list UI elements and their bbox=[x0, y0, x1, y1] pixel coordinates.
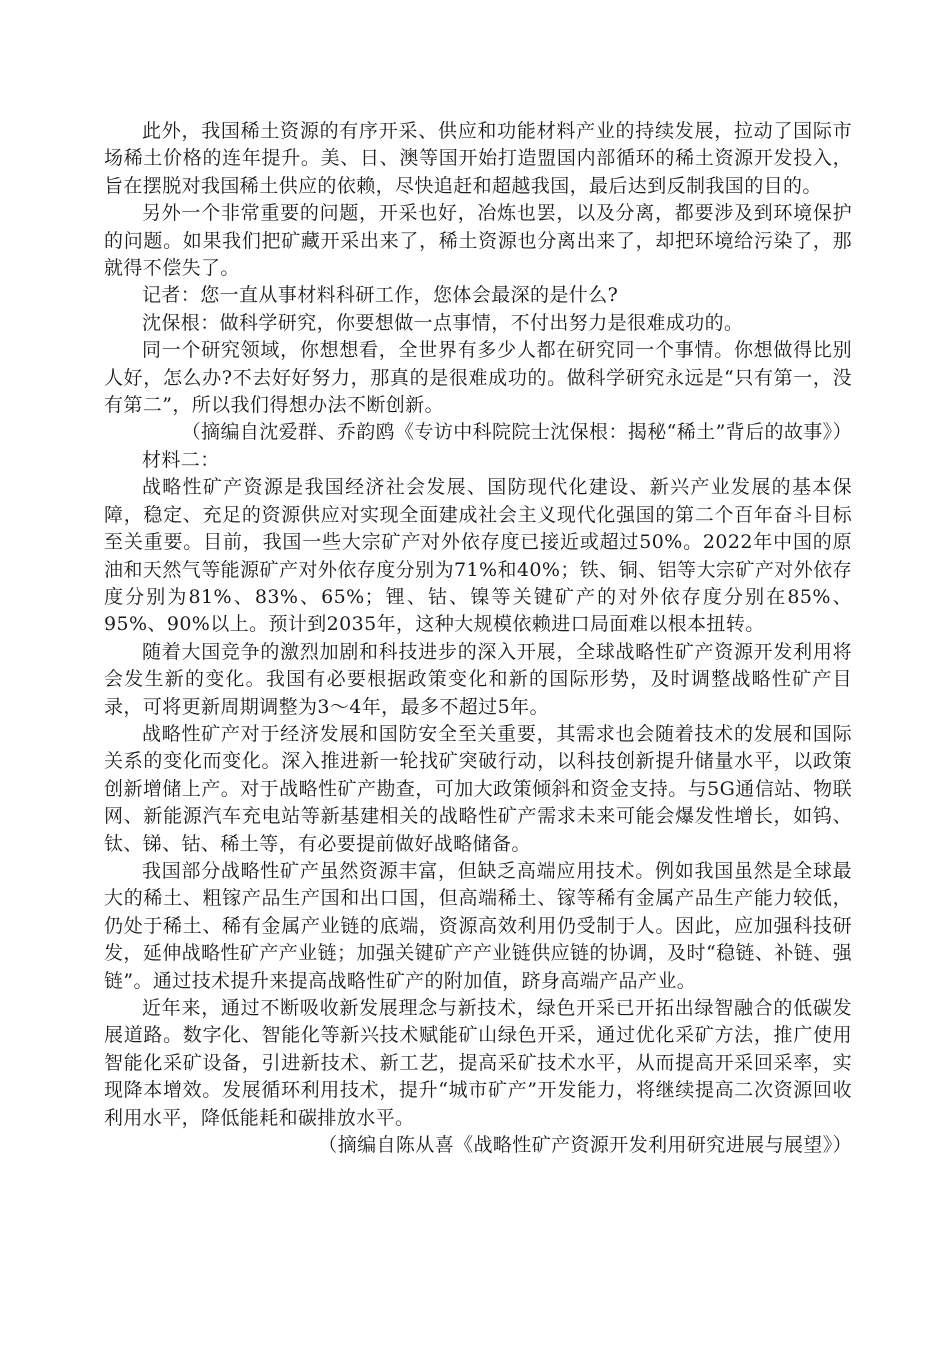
section-title: 材料二： bbox=[142, 448, 220, 471]
paragraph: 我国部分战略性矿产虽然资源丰富，但缺乏高端应用技术。例如我国虽然是全球最大的稀土、粗镓产品生产国和出口国，但高端稀土、镓等稀有金属产品生产能力较低，仍处于稀土、稀有金属产业链的底端，资源高效利用仍受制于人。因此，应加强科技研发，延伸战略性矿产产业链；加强关键矿产产业链供应链的协调，及时“稳链、补链、强链”。通过技术提升来提高战略性矿产的附加值，跻身高端产品产业。 bbox=[104, 859, 852, 992]
paragraph: 此外，我国稀土资源的有序开采、供应和功能材料产业的持续发展，拉动了国际市场稀土价格的连年提升。美、日、澳等国开始打造盟国内部循环的稀土资源开发投入，旨在摆脱对我国稀土供应的依赖，尽快追赶和超越我国，最后达到反制我国的目的。 bbox=[104, 120, 852, 197]
paragraph: 另外一个非常重要的问题，开采也好，冶炼也罢，以及分离，都要涉及到环境保护的问题。如果我们把矿藏开采出来了，稀土资源也分离出来了，却把环境给污染了，那就得不偿失了。 bbox=[104, 202, 852, 280]
paragraph: 战略性矿产对于经济发展和国防安全至关重要，其需求也会随着技术的发展和国际关系的变化而变化。深入推进新一轮找矿突破行动，以科技创新提升储量水平，以政策创新增储上产。对于战略性矿产勘查，可加大政策倾斜和资金支持。与5G通信站、物联网、新能源汽车充电站等新基建相关的战略性矿产需求未来可能会爆发性增长，如钨、钛、锑、钴、稀土等，有必要提前做好战略储备。 bbox=[104, 722, 852, 855]
paragraph: 近年来，通过不断吸收新发展理念与新技术，绿色开采已开拓出绿智融合的低碳发展道路。数字化、智能化等新兴技术赋能矿山绿色开采，通过优化采矿方法，推广使用智能化采矿设备，引进新技术、新工艺，提高采矿技术水平，从而提高开采回采率，实现降本增效。发展循环利用技术，提升“城市矿产”开发能力，将继续提高二次资源回收利用水平，降低能耗和碳排放水平。 bbox=[104, 997, 852, 1129]
source-citation: （摘编自沈爱群、乔韵鸥《专访中科院院士沈保根：揭秘“稀土”背后的故事》） bbox=[181, 421, 852, 444]
source-citation: （摘编自陈从喜《战略性矿产资源开发利用研究进展与展望》） bbox=[318, 1134, 852, 1157]
paragraph: 沈保根：做科学研究，你要想做一点事情，不付出努力是很难成功的。 bbox=[142, 311, 744, 334]
paragraph: 同一个研究领域，你想想看，全世界有多少人都在研究同一个事情。你想做得比别人好，怎么办?不去好好努力，那真的是很难成功的。做科学研究永远是“只有第一，没有第二”，所以我们得想办法不断创新。 bbox=[104, 339, 852, 417]
paragraph: 随着大国竞争的激烈加剧和科技进步的深入开展，全球战略性矿产资源开发利用将会发生新的变化。我国有必要根据政策变化和新的国际形势，及时调整战略性矿产目录，可将更新周期调整为3～4年，最多不超过5年。 bbox=[104, 640, 852, 718]
document-page bbox=[104, 118, 852, 1159]
paragraph: 记者：您一直从事材料科研工作，您体会最深的是什么? bbox=[142, 284, 619, 307]
paragraph: 战略性矿产资源是我国经济社会发展、国防现代化建设、新兴产业发展的基本保障，稳定、充足的资源供应对实现全面建成社会主义现代化强国的第二个百年奋斗目标至关重要。目前，我国一些大宗矿产对外依存度已接近或超过50%。2022年中国的原油和天然气等能源矿产对外依存度分别为71%和40%；铁、铜、铝等大宗矿产对外依存度分别为81%、83%、65%；锂、钴、镍等关键矿产的对外依存度分别在85%、95%、90%以上。预计到2035年，这种大规模依赖进口局面难以根本扭转。 bbox=[104, 476, 852, 636]
